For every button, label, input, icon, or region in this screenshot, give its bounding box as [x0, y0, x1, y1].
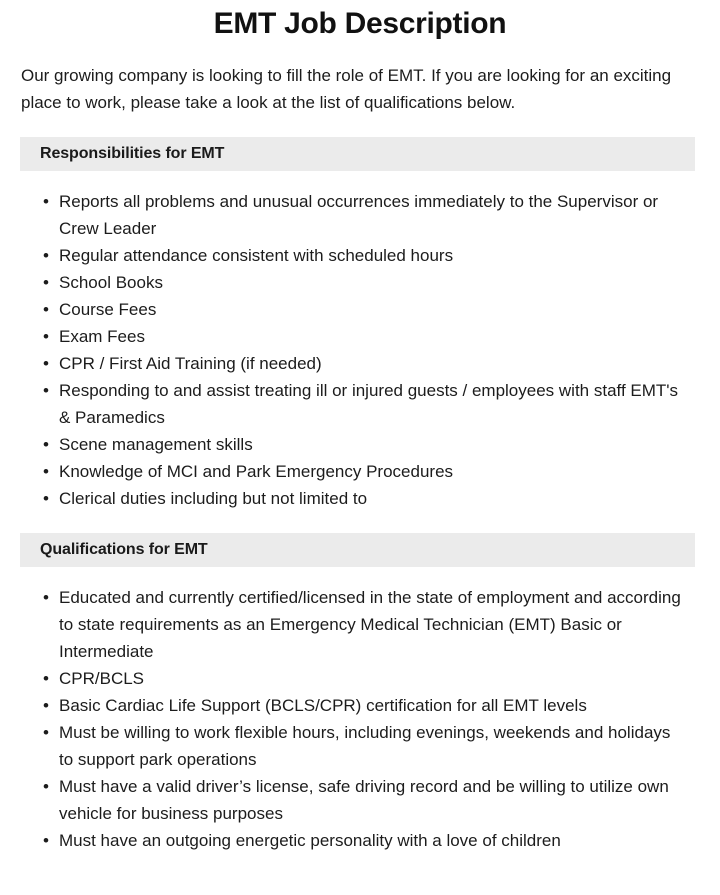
bullet-icon: • — [43, 300, 49, 319]
bullet-icon: • — [43, 381, 49, 400]
list-item-label: Regular attendance consistent with scheduled hours — [59, 246, 454, 265]
intro-paragraph: Our growing company is looking to fill the role of EMT. If you are looking for an exciting place to work, please take a look at the list of qualifications below. — [21, 66, 672, 112]
bullet-icon: • — [43, 831, 49, 850]
section-heading-label: Responsibilities for EMT — [40, 145, 225, 162]
bullet-icon: • — [43, 723, 49, 742]
list-item-label: Must have an outgoing energetic personality with a love of children — [59, 831, 561, 850]
section-heading-label: Qualifications for EMT — [40, 541, 208, 558]
list-item — [43, 584, 684, 665]
bullet-icon: • — [43, 435, 49, 454]
list-item-label: Educated and currently certified/licensed in the state of employment and according to state requirements as an Emergency Medical Technician (EMT) Basic or Intermediate — [59, 588, 681, 661]
page-title: EMT Job Description — [213, 7, 507, 40]
bullet-icon: • — [43, 462, 49, 481]
list-item-label: Knowledge of MCI and Park Emergency Procedures — [59, 462, 454, 481]
bullet-icon: • — [43, 354, 49, 373]
list-item — [43, 719, 684, 773]
list-item-label: CPR / First Aid Training (if needed) — [59, 354, 322, 373]
list-item-label: Exam Fees — [59, 327, 145, 346]
list-item — [43, 350, 684, 377]
list-item — [43, 377, 684, 431]
list-item — [43, 485, 684, 512]
list-item-label: Basic Cardiac Life Support (BCLS/CPR) certification for all EMT levels — [59, 696, 587, 715]
list-item — [43, 188, 684, 242]
list-item-label: Course Fees — [59, 300, 157, 319]
list-item — [43, 692, 684, 719]
bullet-icon: • — [43, 192, 49, 211]
list-item — [43, 458, 684, 485]
list-item-label: Clerical duties including but not limited to — [59, 489, 368, 508]
bullet-icon: • — [43, 669, 49, 688]
list-item-label: Must be willing to work flexible hours, including evenings, weekends and holidays to support park operations — [59, 723, 671, 769]
list-item — [43, 269, 684, 296]
list-item — [43, 296, 684, 323]
bullet-icon: • — [43, 489, 49, 508]
list-item — [43, 242, 684, 269]
responsibilities-list — [0, 171, 720, 512]
section-qualifications — [0, 533, 720, 854]
list-item — [43, 431, 684, 458]
list-item-label: Scene management skills — [59, 435, 253, 454]
list-item — [43, 323, 684, 350]
qualifications-list — [0, 567, 720, 854]
list-item-label: School Books — [59, 273, 163, 292]
list-item-label: CPR/BCLS — [59, 669, 145, 688]
section-header-responsibilities — [20, 137, 695, 171]
list-item-label: Reports all problems and unusual occurrences immediately to the Supervisor or Crew Leader — [59, 192, 659, 238]
list-item — [43, 665, 684, 692]
bullet-icon: • — [43, 246, 49, 265]
section-responsibilities — [0, 137, 720, 512]
section-header-qualifications — [20, 533, 695, 567]
list-item — [43, 827, 684, 854]
bullet-icon: • — [43, 777, 49, 796]
list-item-label: Must have a valid driver’s license, safe driving record and be willing to utilize own vehicle for business purposes — [59, 777, 669, 823]
bullet-icon: • — [43, 273, 49, 292]
bullet-icon: • — [43, 696, 49, 715]
list-item-label: Responding to and assist treating ill or injured guests / employees with staff EMT's & Paramedics — [59, 381, 679, 427]
bullet-icon: • — [43, 327, 49, 346]
bullet-icon: • — [43, 588, 49, 607]
list-item — [43, 773, 684, 827]
